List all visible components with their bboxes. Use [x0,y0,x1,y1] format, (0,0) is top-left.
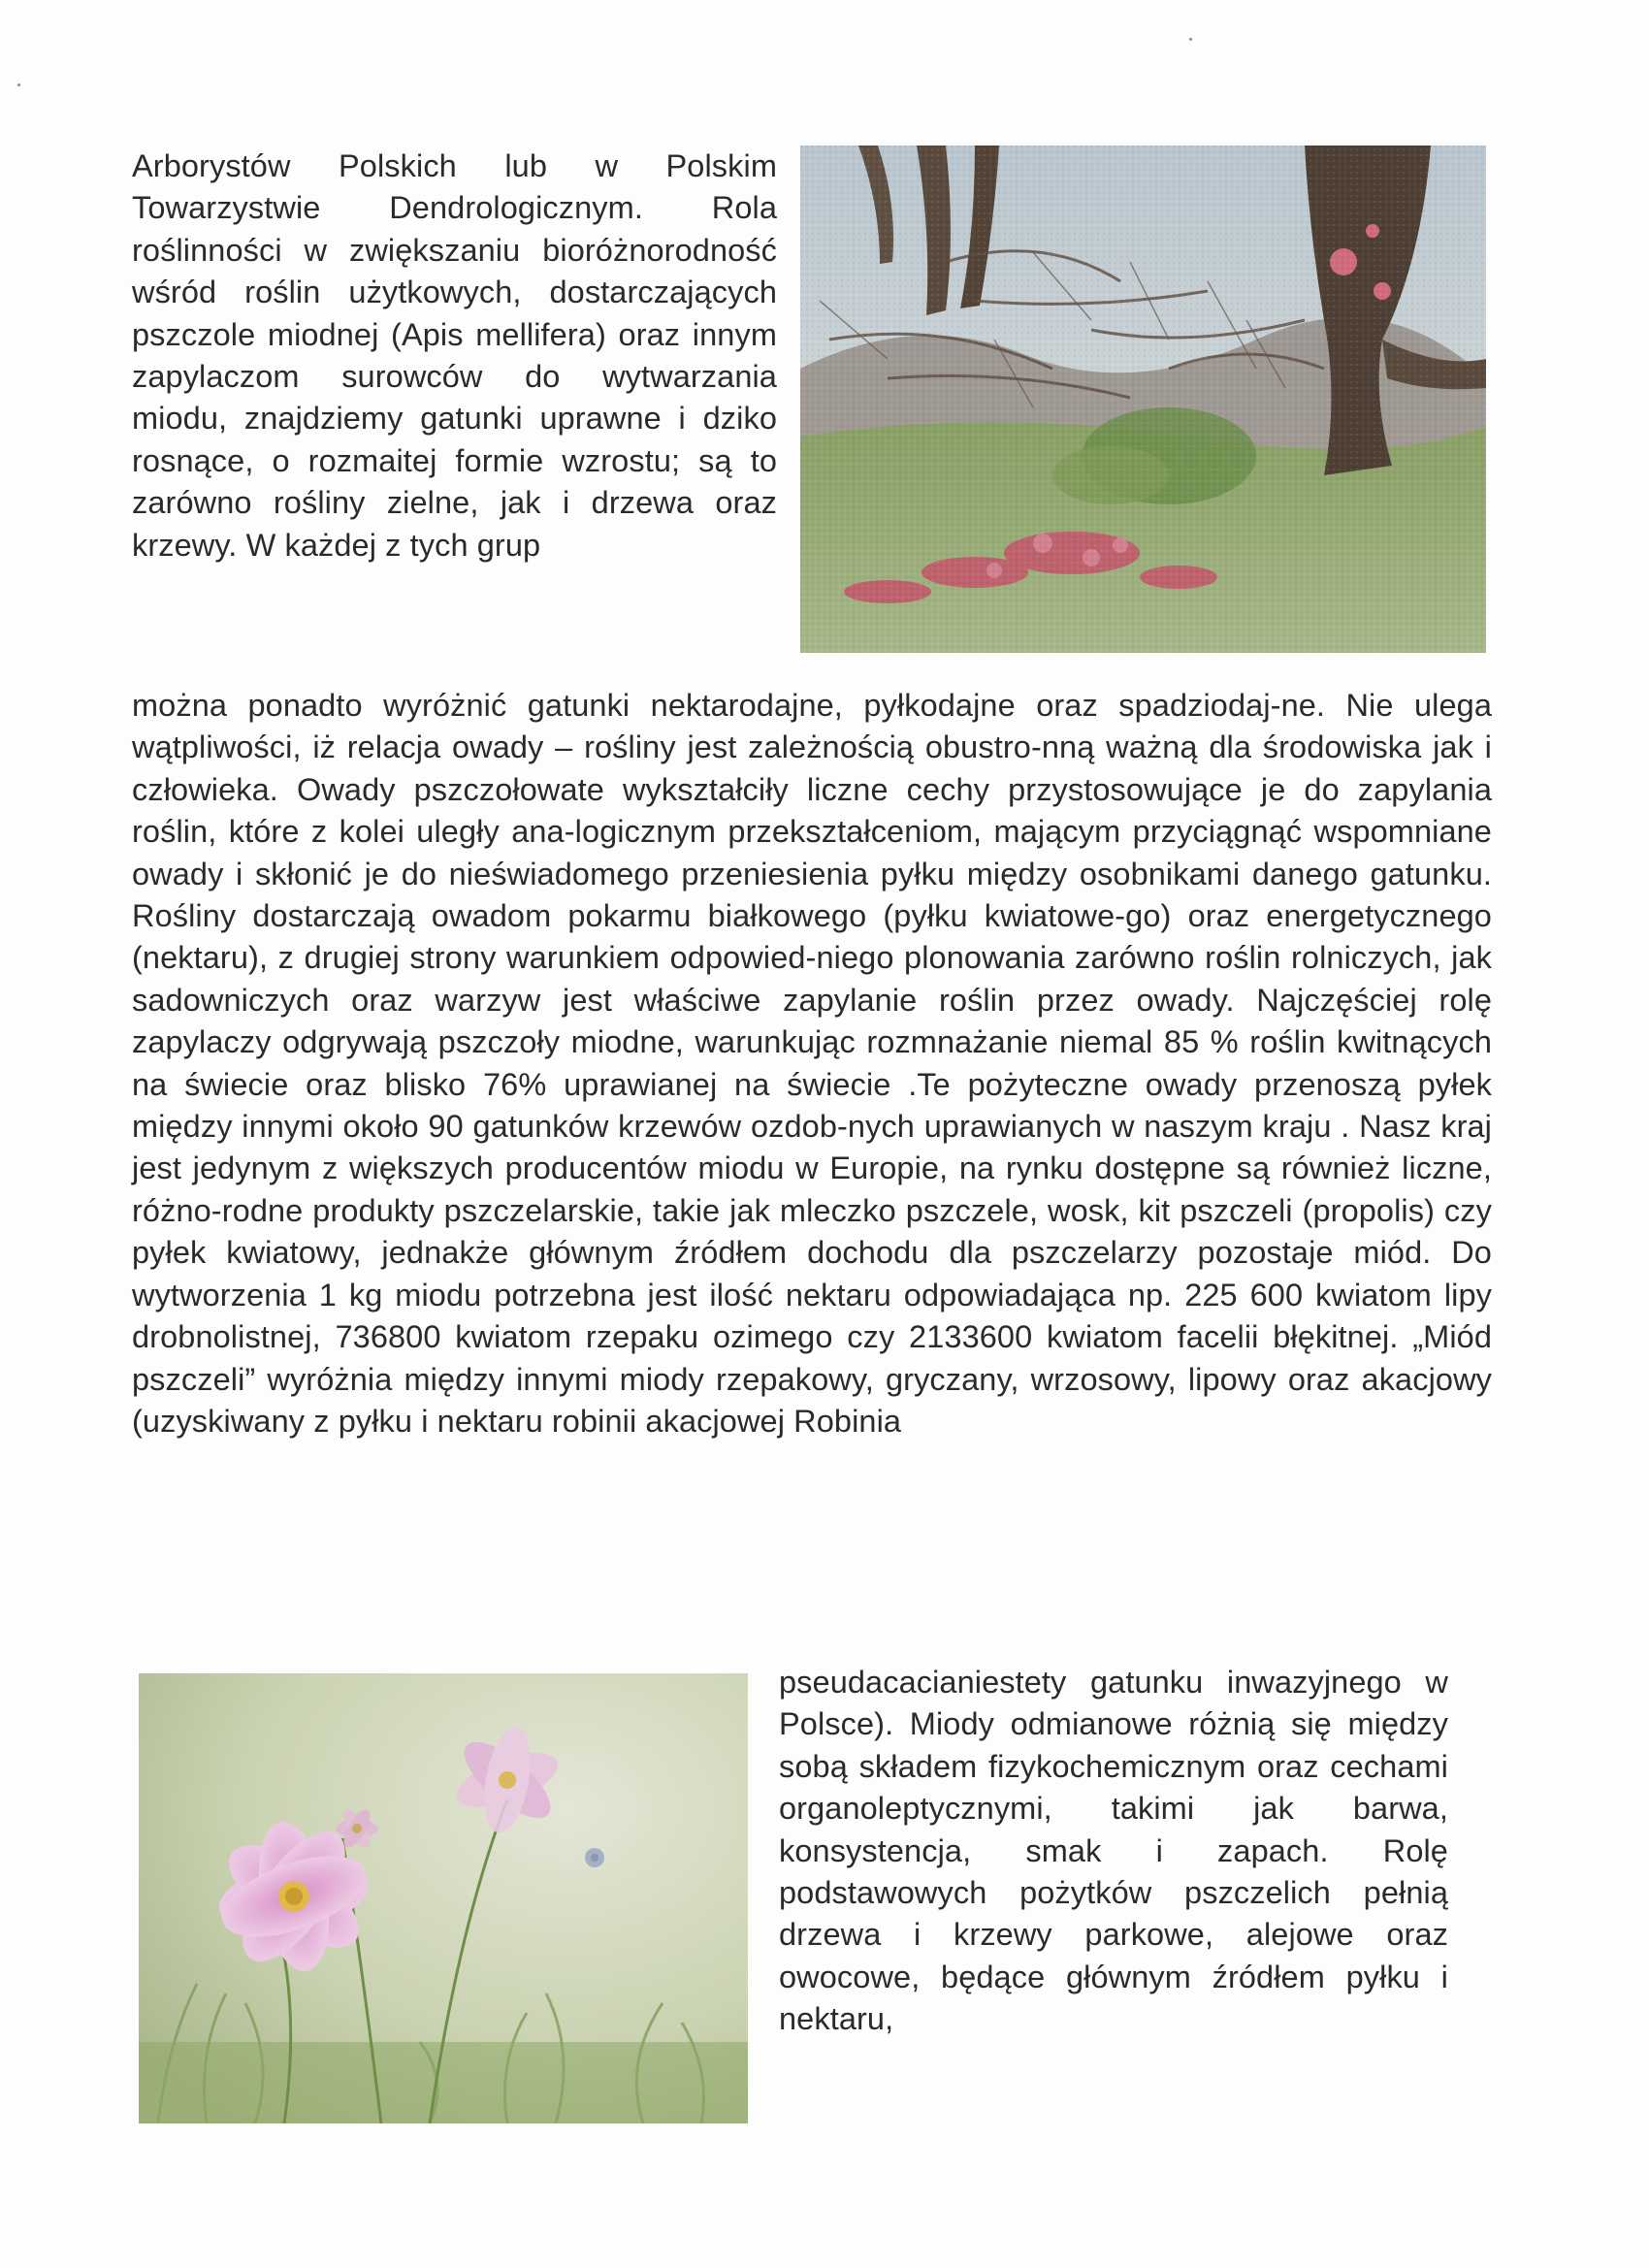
scan-speck [17,83,20,86]
cosmos-flower-photo [139,1673,748,2123]
paragraph-middle: można ponadto wyróżnić gatunki nektarodajne, pyłkodajne oraz spadziodaj-ne. Nie ulega wątpliwości, iż relacja owady – rośliny jest zależnością obustro-nną ważną dla środowiska jak i człowieka. Owady pszczołowate wykształciły liczne cechy przystosowujące je do zapylania roślin, które z kolei uległy ana-logicznym przekształceniom, mającym przyciągnąć wspomniane owady i skłonić je do nieświadomego przeniesienia pyłku między osobnikami danego gatunku. Rośliny dostarczają owadom pokarmu białkowego (pyłku kwiatowe-go) oraz energetycznego (nektaru), z drugiej strony warunkiem odpowied-niego plonowania zarówno roślin rolniczych, jak sadowniczych oraz warzyw jest właściwe zapylanie roślin przez owady. Najczęściej rolę zapylaczy odgrywają pszczoły miodne, warunkując rozmnażanie niemal 85 % roślin kwitnących na świecie oraz blisko 76% uprawianej na świecie .Te pożyteczne owady przenoszą pyłek między innymi około 90 gatunków krzewów ozdob-nych uprawianych w naszym kraju . Nasz kraj jest jedynym z większych producentów miodu w Europie, na rynku dostępne są również liczne, różno-rodne produkty pszczelarskie, takie jak mleczko pszczele, wosk, kit pszczeli (propolis) czy pyłek kwiatowy, jednakże głównym źródłem dochodu dla pszczelarzy pozostaje miód. Do wytworzenia 1 kg miodu potrzebna jest ilość nektaru odpowiadająca np. 225 600 kwiatom lipy drobnolistnej, 736800 kwiatom rzepaku ozimego czy 2133600 kwiatom facelii błękitnej. „Miód pszczeli” wyróżnia między innymi miody rzepakowy, gryczany, wrzosowy, lipowy oraz akacjowy (uzyskiwany z pyłku i nektaru robinii akacjowej Robinia [132,688,1492,1439]
paragraph-top: Arborystów Polskich lub w Polskim Towarzystwie Dendrologicznym. Rola roślinności w zwiększaniu bioróżnorodność wśród roślin użytkowych, dostarczających pszczole miodnej (Apis mellifera) oraz innym zapylaczom surowców do wytwarzania miodu, znajdziemy gatunki uprawne i dziko rosnące, o rozmaitej formie wzrostu; są to zarówno rośliny zielne, jak i drzewa oraz krzewy. W każdej z tych grup [132,148,777,563]
paragraph-bottom: pseudacacianiestety gatunku inwazyjnego w Polsce). Miody odmianowe różnią się między sobą składem fizykochemicznym oraz cechami organoleptycznymi, takimi jak barwa, konsystencja, smak i zapach. Rolę podstawowych pożytków pszczelich pełnią drzewa i krzewy parkowe, alejowe oraz owocowe, będące głównym źródłem pyłku i nektaru, [779,1665,1448,2037]
scan-speck [1189,38,1192,41]
apple-tree-photo [800,146,1486,653]
